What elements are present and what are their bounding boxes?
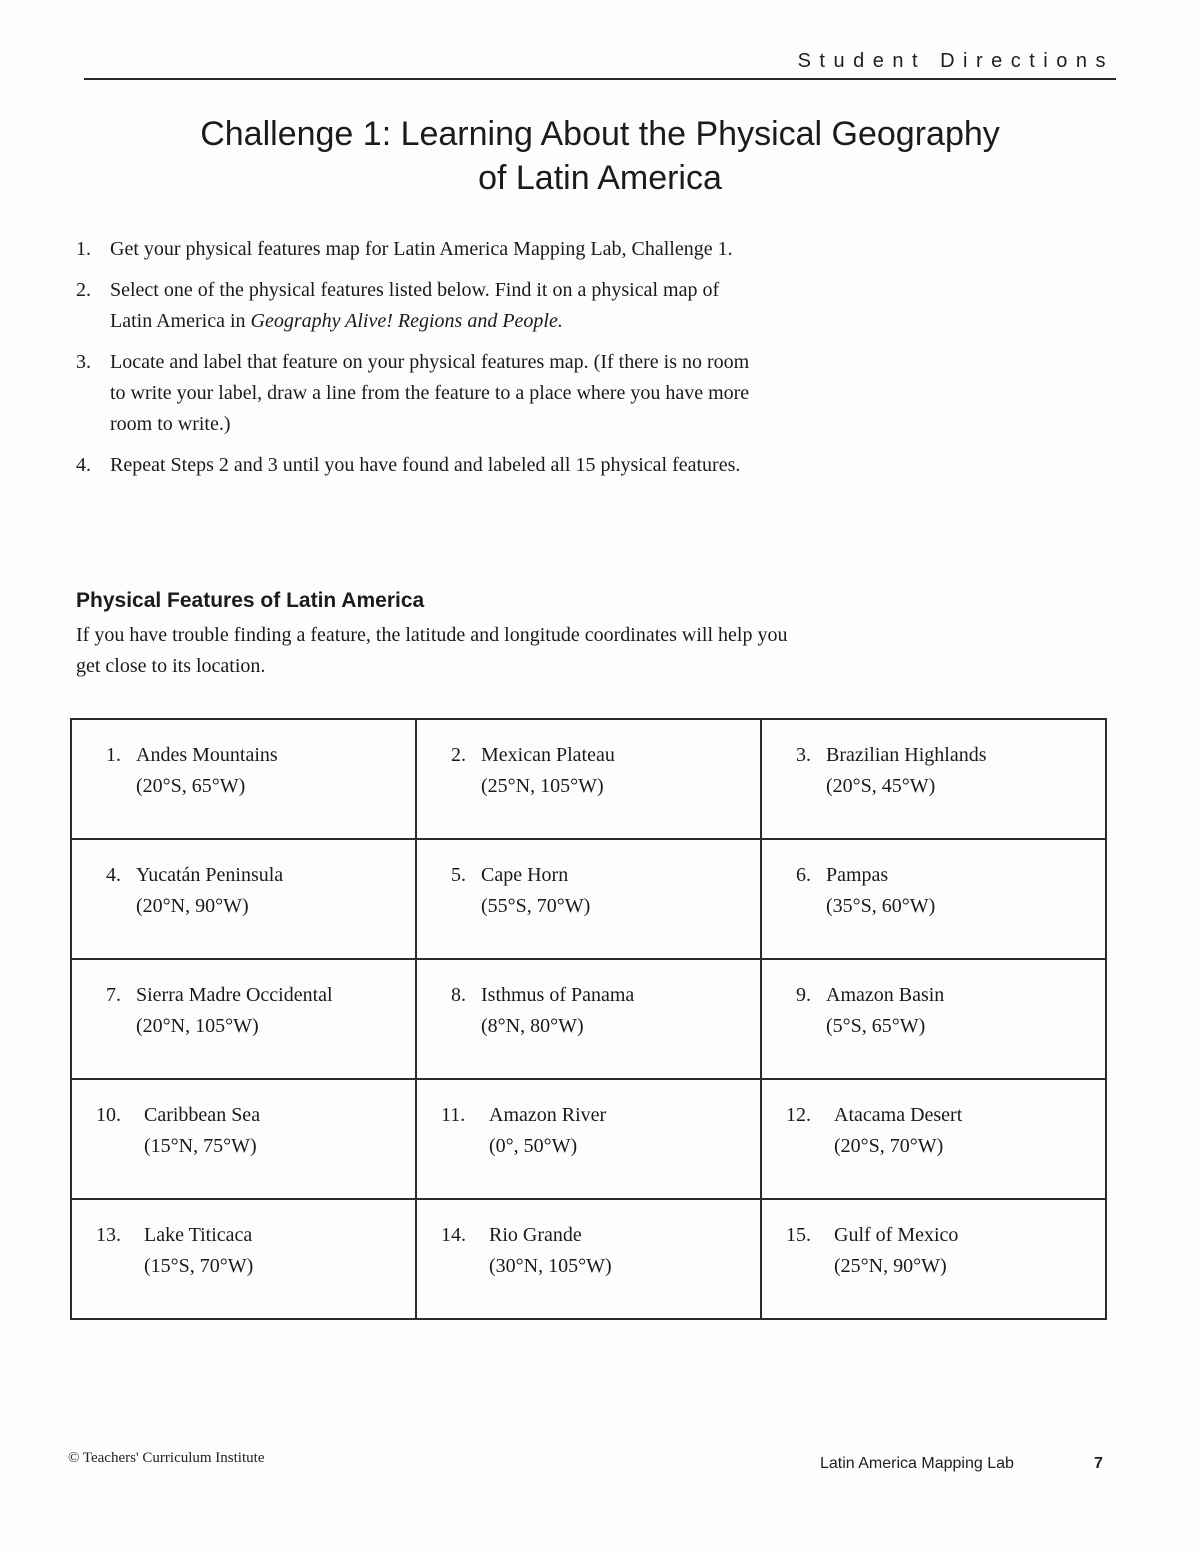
feature-coords: (20°S, 45°W) — [826, 775, 936, 797]
feature-number: 5. — [451, 864, 466, 886]
step-number: 4. — [76, 454, 91, 476]
feature-name: Mexican Plateau — [481, 744, 615, 766]
feature-coords: (35°S, 60°W) — [826, 895, 936, 917]
feature-number: 9. — [796, 984, 811, 1006]
feature-coords: (15°S, 70°W) — [144, 1255, 254, 1277]
step-text: Locate and label that feature on your physical features map. (If there is no room to write your label, draw a line from the feature to a place where you have more room to write.) — [110, 351, 750, 435]
table-row — [71, 959, 1106, 1079]
feature-coords: (20°N, 105°W) — [136, 1015, 259, 1037]
step-text: Select one of the physical features listed below. Find it on a physical map of Latin America in — [110, 279, 720, 332]
footer-copyright: © Teachers' Curriculum Institute — [68, 1450, 265, 1466]
feature-cell — [71, 719, 416, 839]
feature-cell — [761, 959, 1106, 1079]
title-line-2: of Latin America — [478, 159, 722, 197]
table-row — [71, 1079, 1106, 1199]
feature-name: Amazon Basin — [826, 984, 945, 1006]
feature-name: Amazon River — [489, 1104, 607, 1126]
section-intro: If you have trouble finding a feature, the latitude and longitude coordinates will help you get close to its location. — [76, 624, 788, 677]
feature-name: Yucatán Peninsula — [136, 864, 284, 886]
footer-book-title: Latin America Mapping Lab — [820, 1455, 1014, 1472]
step-item — [76, 450, 766, 481]
feature-coords: (15°N, 75°W) — [144, 1135, 257, 1157]
feature-coords: (20°S, 65°W) — [136, 775, 246, 797]
feature-name: Cape Horn — [481, 864, 569, 886]
feature-number: 13. — [96, 1224, 121, 1246]
feature-coords: (20°S, 70°W) — [834, 1135, 944, 1157]
feature-name: Brazilian Highlands — [826, 744, 987, 766]
step-number: 1. — [76, 238, 91, 260]
feature-cell — [71, 839, 416, 959]
feature-cell — [71, 1079, 416, 1199]
feature-coords: (5°S, 65°W) — [826, 1015, 926, 1037]
feature-cell — [761, 1079, 1106, 1199]
step-item — [76, 347, 766, 440]
features-table — [70, 718, 1107, 1320]
table-row — [71, 1199, 1106, 1319]
feature-number: 15. — [786, 1224, 811, 1246]
feature-name: Rio Grande — [489, 1224, 582, 1246]
feature-name: Caribbean Sea — [144, 1104, 261, 1126]
step-item — [76, 234, 766, 265]
feature-name: Atacama Desert — [834, 1104, 963, 1126]
feature-number: 8. — [451, 984, 466, 1006]
feature-cell — [761, 1199, 1106, 1319]
feature-name: Andes Mountains — [136, 744, 278, 766]
feature-name: Pampas — [826, 864, 889, 886]
feature-coords: (20°N, 90°W) — [136, 895, 249, 917]
feature-cell — [416, 959, 761, 1079]
feature-number: 2. — [451, 744, 466, 766]
feature-cell — [761, 719, 1106, 839]
feature-number: 11. — [441, 1104, 466, 1126]
table-row — [71, 839, 1106, 959]
step-text: Repeat Steps 2 and 3 until you have found and labeled all 15 physical features. — [110, 454, 741, 476]
header-label: Student Directions — [797, 50, 1114, 72]
feature-cell — [416, 1199, 761, 1319]
step-number: 3. — [76, 351, 91, 373]
feature-coords: (25°N, 105°W) — [481, 775, 604, 797]
feature-name: Gulf of Mexico — [834, 1224, 959, 1246]
table-row — [71, 719, 1106, 839]
feature-cell — [71, 1199, 416, 1319]
book-title: Geography Alive! Regions and People. — [250, 310, 563, 332]
feature-coords: (25°N, 90°W) — [834, 1255, 947, 1277]
feature-name: Lake Titicaca — [144, 1224, 253, 1246]
feature-cell — [416, 719, 761, 839]
feature-coords: (8°N, 80°W) — [481, 1015, 584, 1037]
feature-cell — [416, 839, 761, 959]
step-number: 2. — [76, 279, 91, 301]
feature-name: Sierra Madre Occidental — [136, 984, 333, 1006]
feature-cell — [416, 1079, 761, 1199]
feature-coords: (55°S, 70°W) — [481, 895, 591, 917]
feature-cell — [71, 959, 416, 1079]
feature-number: 12. — [786, 1104, 811, 1126]
feature-number: 6. — [796, 864, 811, 886]
step-item — [76, 275, 766, 337]
feature-number: 10. — [96, 1104, 121, 1126]
feature-number: 1. — [106, 744, 121, 766]
feature-number: 4. — [106, 864, 121, 886]
feature-number: 7. — [106, 984, 121, 1006]
feature-cell — [761, 839, 1106, 959]
feature-number: 14. — [441, 1224, 466, 1246]
header-rule — [84, 78, 1116, 80]
steps-list — [76, 234, 766, 491]
feature-name: Isthmus of Panama — [481, 984, 635, 1006]
title-line-1: Challenge 1: Learning About the Physical Geography — [200, 115, 1000, 153]
feature-number: 3. — [796, 744, 811, 766]
feature-coords: (30°N, 105°W) — [489, 1255, 612, 1277]
page-number: 7 — [1094, 1455, 1103, 1472]
page-title — [120, 112, 1080, 200]
section-heading: Physical Features of Latin America — [76, 589, 425, 612]
step-text: Get your physical features map for Latin America Mapping Lab, Challenge 1. — [110, 238, 733, 260]
feature-coords: (0°, 50°W) — [489, 1135, 578, 1157]
